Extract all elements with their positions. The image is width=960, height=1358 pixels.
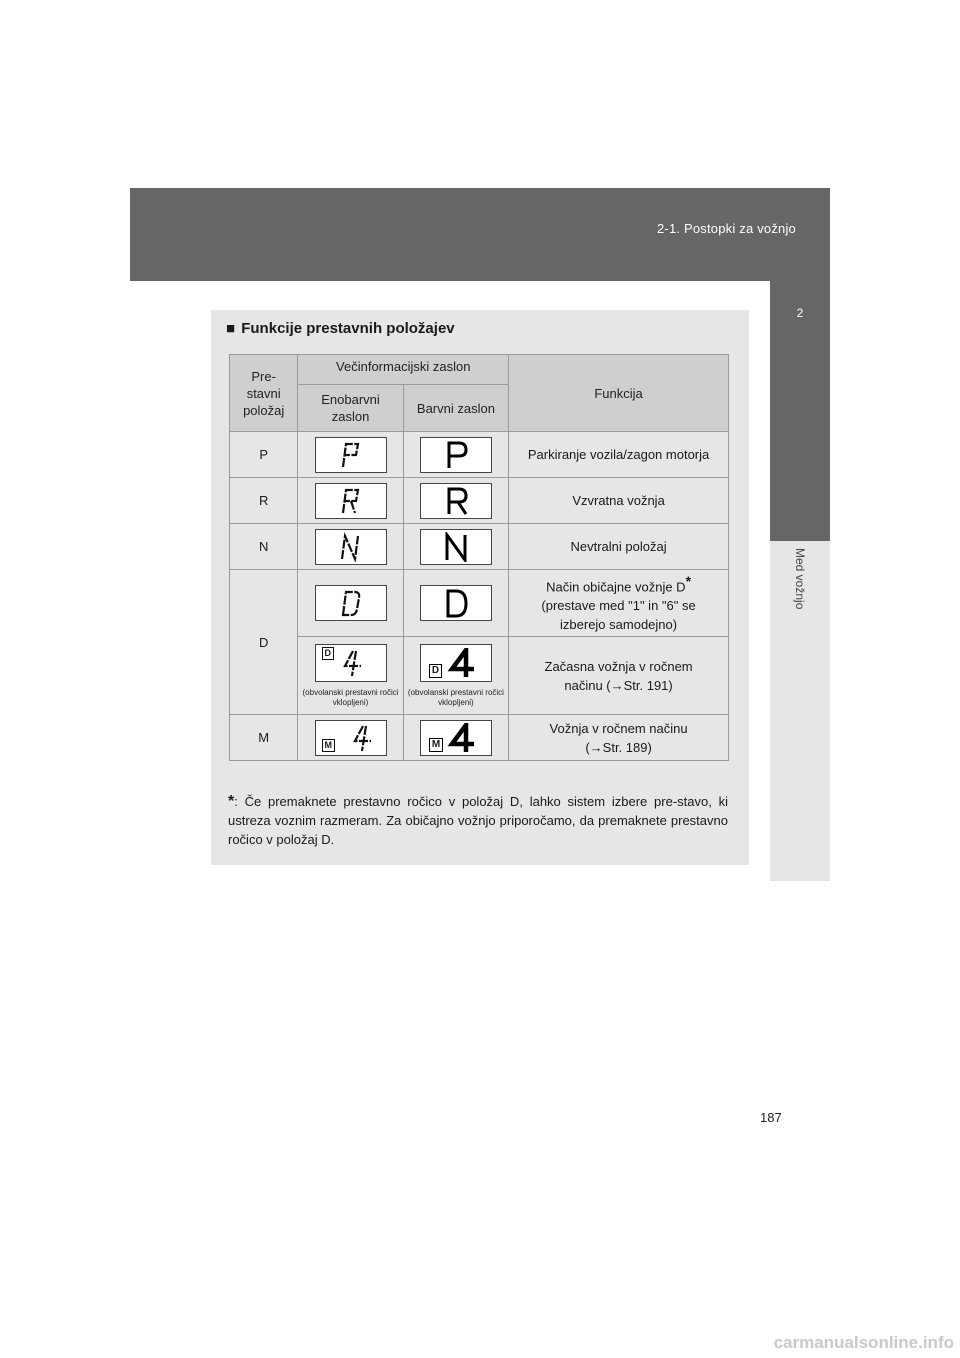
table-row [230,637,729,715]
footnote [228,792,728,849]
color-d-icon [420,585,492,621]
position-cell: D [230,570,298,715]
function-text: Način običajne vožnje D [546,579,686,595]
d-badge-icon: D [322,647,335,660]
function-cell [509,715,729,761]
mono-d-icon [315,585,387,621]
function-text-link[interactable]: načinu (→Str. 191) [564,677,673,693]
function-cell [509,637,729,715]
section-header: 2-1. Postopki za vožnjo [656,221,796,236]
color-r-icon [420,483,492,519]
mono-m4-icon [315,720,387,756]
color-p-icon [420,437,492,473]
header-color: Barvni zaslon [403,385,508,432]
mono-p-icon [315,437,387,473]
header-band [130,188,830,281]
table-row [230,570,729,637]
chapter-tab [770,281,830,541]
mono-r-icon [315,483,387,519]
position-cell: N [230,524,298,570]
color-d4-icon [420,644,492,682]
table-row [230,715,729,761]
page-number: 187 [760,1110,782,1125]
header-multi-info: Večinformacijski zaslon [298,355,509,385]
header-mono: Enobarvni zaslon [298,385,403,432]
function-text-detail: (prestave med "1" in "6" se izberejo samodejno) [541,598,696,633]
chapter-title: Med vožnjo [793,548,807,610]
d-badge-icon: D [429,664,442,678]
position-cell: P [230,432,298,478]
section-title-text: Funkcije prestavnih položajev [241,320,455,337]
position-cell: R [230,478,298,524]
function-cell: Vzvratna vožnja [509,478,729,524]
m-badge-icon: M [322,739,336,752]
section-bullet: ■ [226,320,236,337]
m-badge-icon: M [429,738,443,752]
section-title [226,320,455,337]
footnote-star: * [685,573,692,589]
mono-n-icon [315,529,387,565]
function-cell [509,570,729,637]
header-function: Funkcija [509,355,729,432]
function-text-link[interactable]: (→Str. 189) [585,739,652,755]
footnote-text: : Če premaknete prestavno ročico v položaj D, lahko sistem izbere pre-stavo, ki ustreza voznim razmeram. Za običajno vožnjo priporočamo, da premaknete prestavno ročico v položaj D. [228,794,728,847]
function-text: Začasna vožnja v ročnem [544,658,693,674]
table-row [230,478,729,524]
mono-d4-icon [315,644,387,682]
color-n-icon [420,529,492,565]
watermark: carmanualsonline.info [773,1333,954,1352]
mono-note: (obvolanski prestavni ročici vklopljeni) [302,687,399,707]
table-row [230,432,729,478]
color-note: (obvolanski prestavni ročici vklopljeni) [407,687,504,707]
function-text: Vožnja v ročnem načinu [549,720,688,736]
function-cell: Nevtralni položaj [509,524,729,570]
footnote-star: * [228,793,235,810]
position-cell: M [230,715,298,761]
function-cell: Parkiranje vozila/zagon motorja [509,432,729,478]
color-m4-icon [420,720,492,756]
header-position: Pre- stavni položaj [230,355,298,432]
table-row [230,524,729,570]
chapter-number: 2 [796,306,804,320]
gear-position-table [229,354,729,761]
